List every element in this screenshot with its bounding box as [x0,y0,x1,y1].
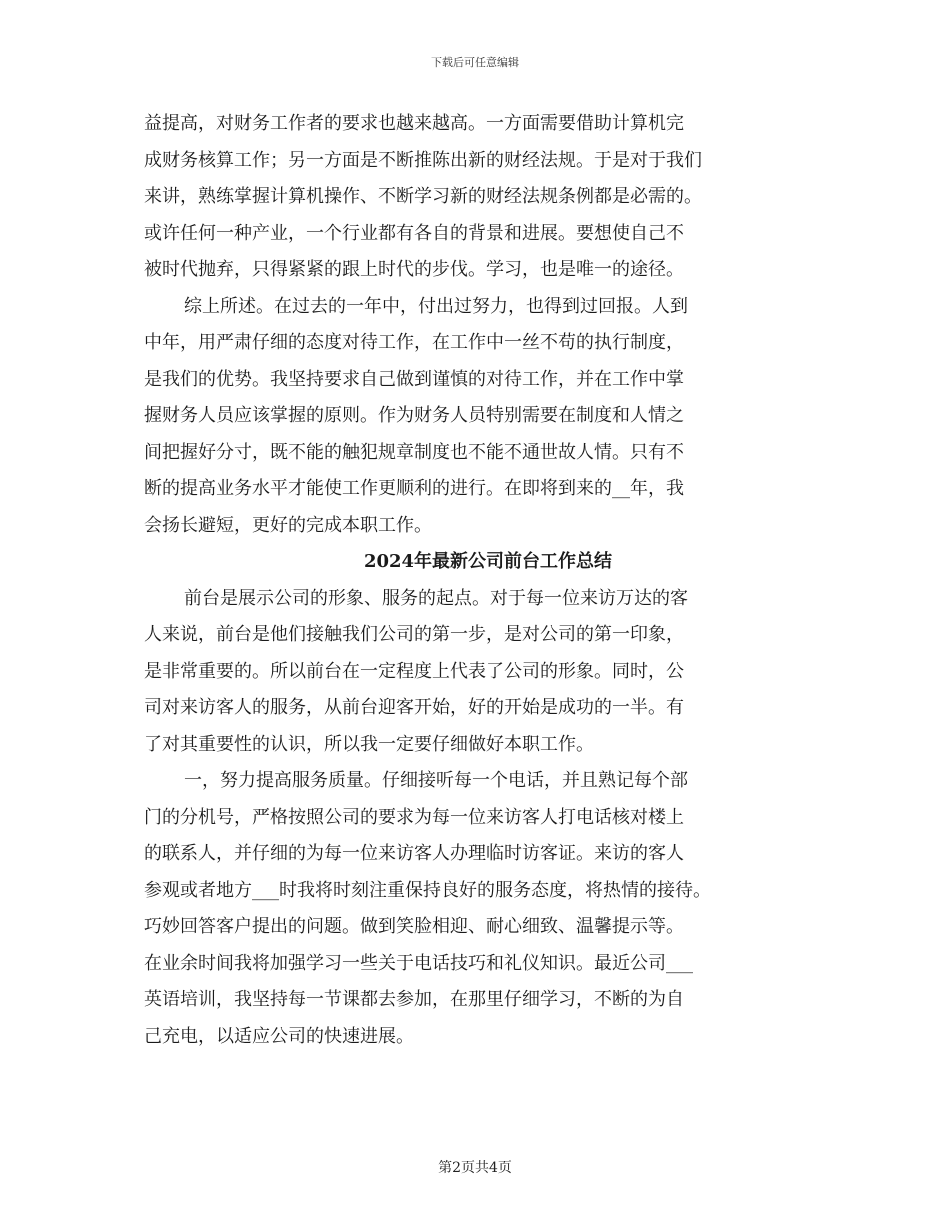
paragraph-first-line: 前台是展示公司的形象、服务的起点。对于每一位来访万达的客 [184,587,688,609]
text-line: 在业余时间我将加强学习一些关于电话技巧和礼仪知识。最近公司___ [144,952,693,974]
text-line: 益提高，对财务工作者的要求也越来越高。一方面需要借助计算机完 [144,113,684,134]
section-title: 2024年最新公司前台工作总结 [363,551,613,572]
text-line: 了对其重要性的认识，所以我一定要仔细做好本职工作。 [144,733,594,755]
text-line: 是非常重要的。所以前台在一定程度上代表了公司的形象。同时，公 [144,660,684,682]
text-line: 被时代抛弃，只得紧紧的跟上时代的步伐。学习，也是唯一的途径。 [144,259,684,280]
text-line: 巧妙回答客户提出的问题。做到笑脸相迎、耐心细致、温馨提示等。 [144,916,684,937]
text-line: 人来说，前台是他们接触我们公司的第一步，是对公司的第一印象， [144,624,684,645]
text-line: 己充电，以适应公司的快速进展。 [144,1025,414,1047]
text-line: 或许任何一种产业，一个行业都有各自的背景和进展。要想使自己不 [144,222,684,244]
page-header: 下载后可任意编辑 [431,56,519,69]
paragraph-first-line: 综上所述。在过去的一年中，付出过努力，也得到过回报。人到 [184,295,688,317]
text-line: 来讲，熟练掌握计算机操作、不断学习新的财经法规条例都是必需的。 [144,186,702,207]
text-line: 握财务人员应该掌握的原则。作为财务人员特别需要在制度和人情之 [144,405,684,426]
text-line: 会扬长避短，更好的完成本职工作。 [144,514,432,536]
text-line: 的联系人，并仔细的为每一位来访客人办理临时访客证。来访的客人 [144,843,684,864]
text-line: 是我们的优势。我坚持要求自己做到谨慎的对待工作，并在工作中掌 [144,368,684,390]
text-line: 司对来访客人的服务，从前台迎客开始，好的开始是成功的一半。有 [144,697,684,718]
text-line: 参观或者地方___时我将时刻注重保持良好的服务态度，将热情的接待。 [144,879,711,901]
text-line: 断的提高业务水平才能使工作更顺利的进行。在即将到来的__年，我 [144,478,684,499]
document-body [144,106,824,1055]
page-footer: 第2页共4页 [438,1160,512,1176]
paragraph-first-line: 一，努力提高服务质量。仔细接听每一个电话，并且熟记每个部 [184,770,688,791]
text-line: 中年，用严肃仔细的态度对待工作，在工作中一丝不苟的执行制度， [144,332,684,353]
text-line: 门的分机号，严格按照公司的要求为每一位来访客人打电话核对楼上 [144,806,684,828]
text-line: 间把握好分寸，既不能的触犯规章制度也不能不通世故人情。只有不 [144,441,684,463]
text-line: 英语培训，我坚持每一节课都去参加，在那里仔细学习，不断的为自 [144,989,684,1010]
text-line: 成财务核算工作；另一方面是不断推陈出新的财经法规。于是对于我们 [144,149,702,171]
